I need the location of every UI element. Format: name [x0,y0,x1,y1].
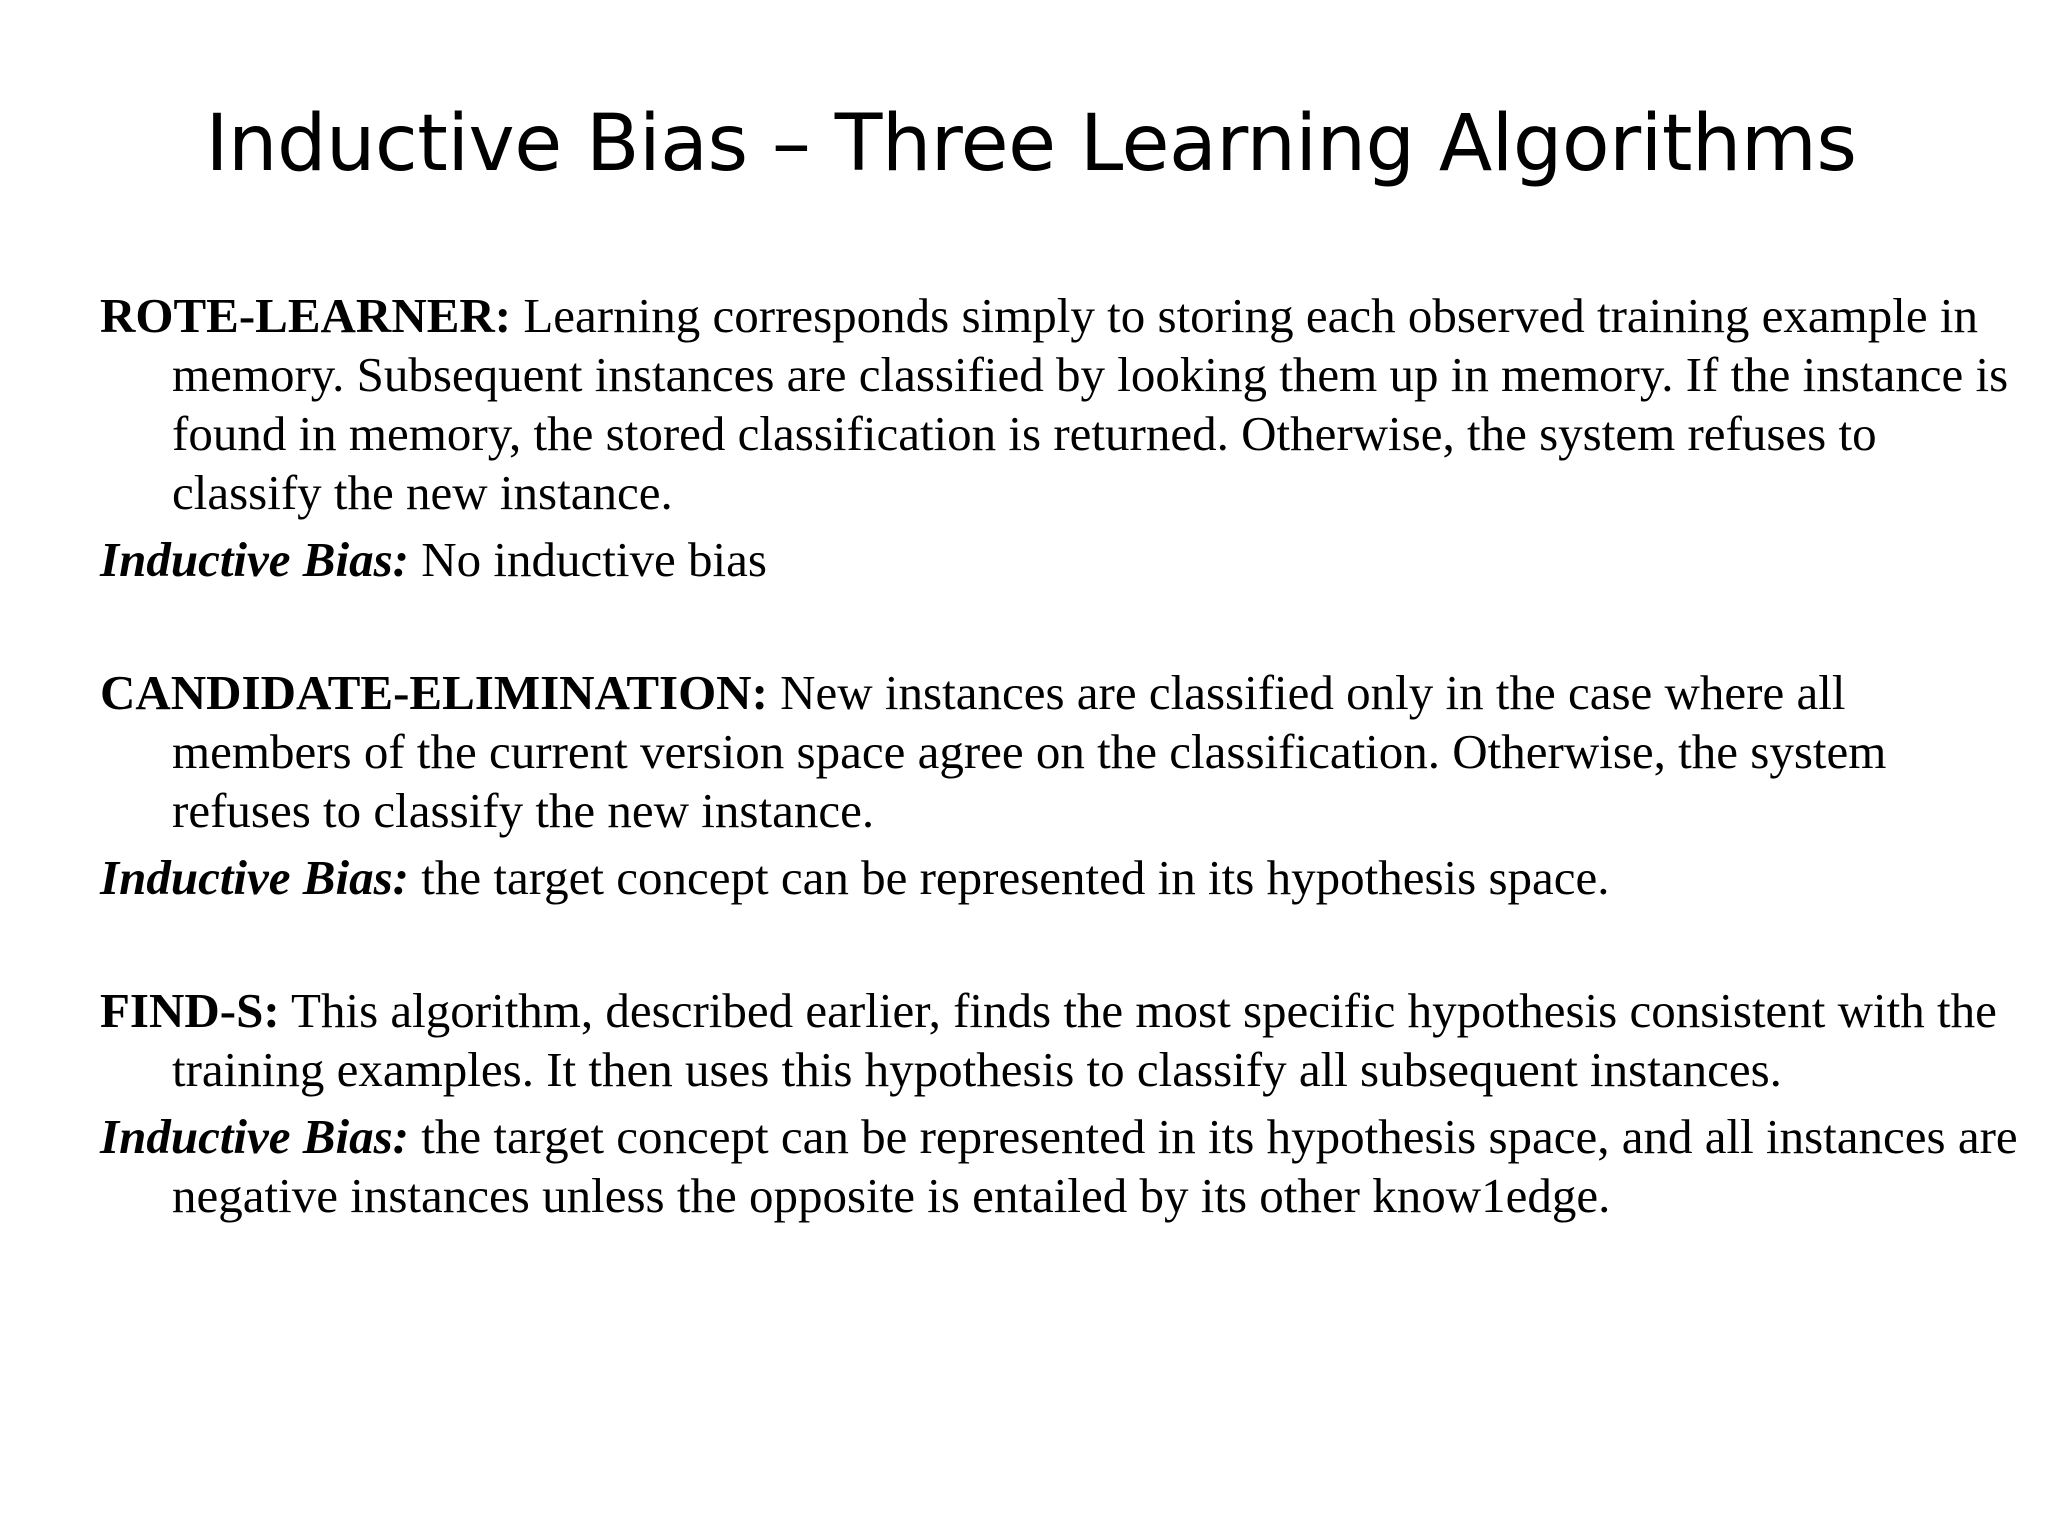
section-rote-learner [100,286,2020,589]
section-find-s [100,981,2020,1225]
candidate-elimination-bias-label: Inductive Bias: [100,850,409,905]
rote-learner-bias-label: Inductive Bias: [100,532,409,587]
find-s-term: FIND-S: [100,983,280,1038]
candidate-elimination-description: New instances are classified only in the case where all members of the current version space agree on the classification. Otherwise, the system refuses to classify the new instance. [172,665,1887,838]
find-s-bias-label: Inductive Bias: [100,1109,409,1164]
find-s-bias [100,1107,2020,1225]
section-spacer [100,907,2020,981]
section-candidate-elimination [100,663,2020,907]
find-s-paragraph [100,981,2020,1099]
find-s-bias-text: the target concept can be represented in its hypothesis space, and all instances are negative instances unless the opposite is entailed by its other know1edge. [172,1109,2018,1223]
slide-title: Inductive Bias – Three Learning Algorithms [205,99,1857,189]
section-spacer [100,589,2020,663]
rote-learner-description: Learning corresponds simply to storing each observed training example in memory. Subsequent instances are classified by looking them up in memory. If the instance is found in memory, the stored classification is returned. Otherwise, the system refuses to classify the new instance. [172,288,2009,520]
candidate-elimination-bias [100,848,2020,907]
candidate-elimination-term: CANDIDATE-ELIMINATION: [100,665,768,720]
find-s-description: This algorithm, described earlier, finds the most specific hypothesis consistent with the training examples. It then uses this hypothesis to classify all subsequent instances. [172,983,1997,1097]
rote-learner-bias-text: No inductive bias [408,532,767,587]
candidate-elimination-paragraph [100,663,2020,840]
slide-body [100,286,2020,1225]
rote-learner-term: ROTE-LEARNER: [100,288,512,343]
candidate-elimination-bias-text: the target concept can be represented in its hypothesis space. [408,850,1610,905]
rote-learner-bias [100,530,2020,589]
rote-learner-paragraph [100,286,2020,522]
